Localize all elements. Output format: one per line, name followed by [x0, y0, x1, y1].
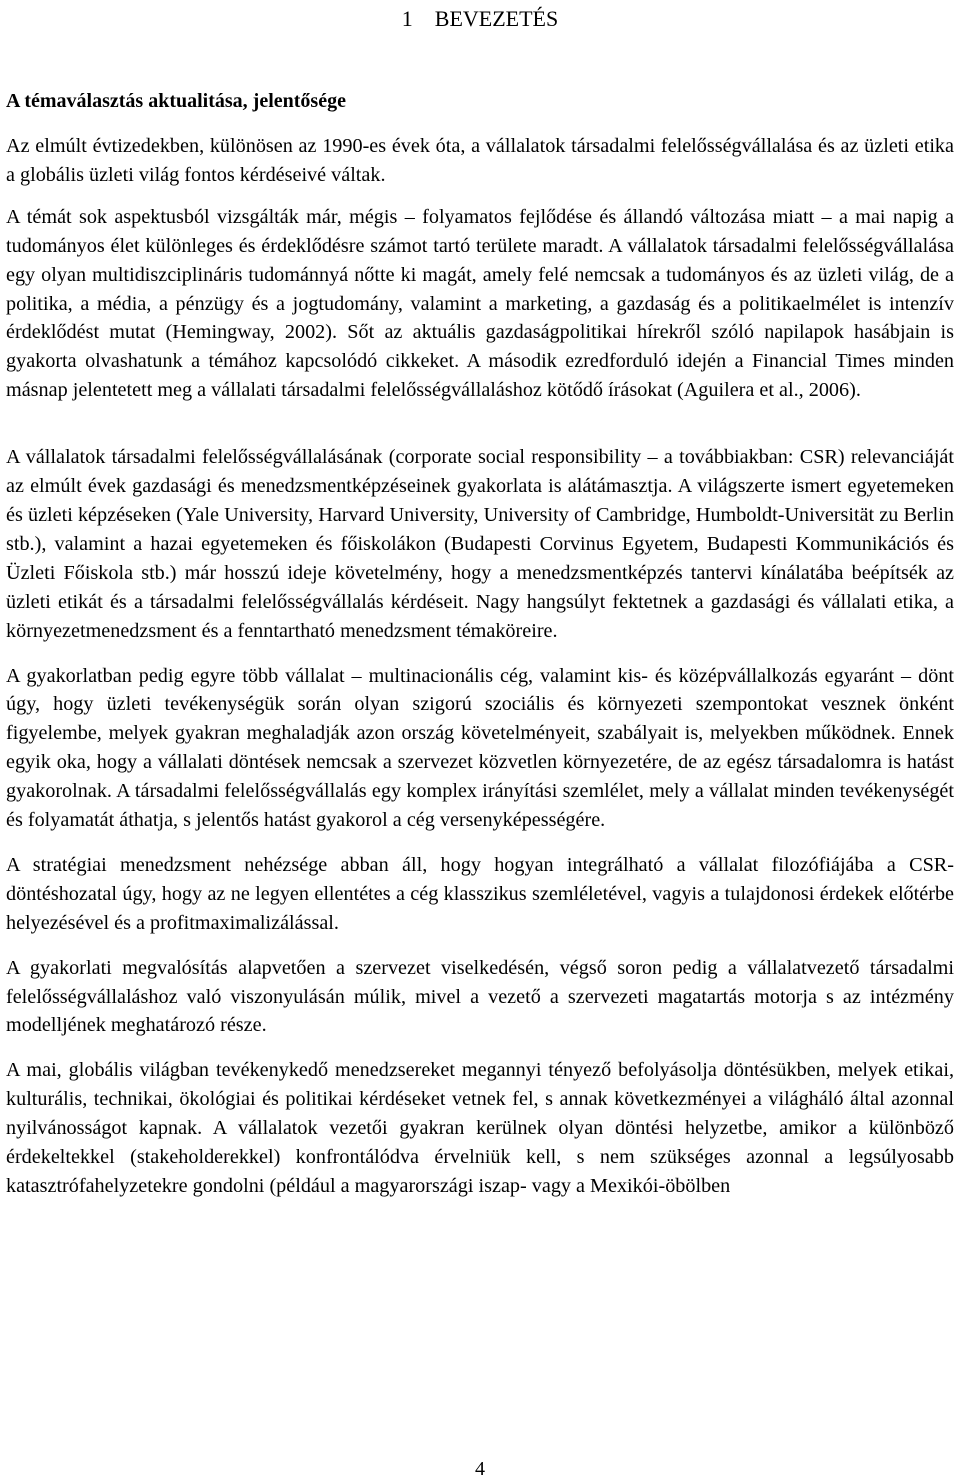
paragraph: Az elmúlt évtizedekben, különösen az 1990-es évek óta, a vállalatok társadalmi felelősségvállalása és az üzleti etika a globális üzleti világ fontos kérdéseivé váltak. — [6, 135, 954, 186]
paragraph: A mai, globális világban tevékenykedő menedzsereket megannyi tényező befolyásolja döntésükben, melyek etikai, kulturális, technikai, ökológiai és politikai kérdéseket vetnek fel, s annak következményei a világháló által azonnal nyilvánosságot kapnak. A vállalatok vezetői gyakran kerülnek olyan döntési helyzetbe, amikor a különböző érdekeltekkel (stakeholderekkel) konfrontálódva érvelniük kell, s nem szükséges azonnal a legsúlyosabb katasztrófahelyzetekre gondolni (például a magyarországi iszap- vagy a Mexikói-öbölben — [6, 1059, 954, 1197]
paragraph: A vállalatok társadalmi felelősségvállalásának (corporate social responsibility – a továbbiakban: CSR) relevanciáját az elmúlt évek gazdasági és menedzsmentképzéseinek gyakorlata is alátámasztja. A világszerte ismert egyetemeken és üzleti képzéseken (Yale University, Harvard University, University of Cambridge, Humboldt-Universität zu Berlin stb.), valamint a hazai egyetemeken és főiskolákon (Budapesti Corvinus Egyetem, Budapesti Kommunikációs és Üzleti Főiskola stb.) már hosszú ideje követelmény, hogy a menedzsmentképzés tantervi kínálatába beépítsék az üzleti etikát és a társadalmi felelősségvállalás kérdéseit. Nagy hangsúlyt fektetnek a gazdasági és vállalati etika, a környezetmenedzsment és a fenntartható menedzsment témaköreire. — [6, 446, 954, 642]
section-title: A témaválasztás aktualitása, jelentősége — [6, 90, 346, 112]
paragraph: A gyakorlati megvalósítás alapvetően a szervezet viselkedésén, végső soron pedig a vállalatvezető társadalmi felelősségvállaláshoz való viszonyulásán múlik, mivel a vezető a szervezeti magatartás motorja s az intézmény modelljének meghatározó része. — [6, 956, 954, 1037]
paragraph: A stratégiai menedzsment nehézsége abban áll, hogy hogyan integrálható a vállalat filozófiájába a CSR-döntéshozatal úgy, hogy az ne legyen ellentétes a cég klasszikus szemléletével, vagyis a tulajdonosi érdekek előtérbe helyezésével és a profitmaximalizálással. — [6, 853, 954, 934]
chapter-number: 1 — [401, 6, 413, 31]
page-number: 4 — [475, 1458, 485, 1480]
document-page — [6, 0, 954, 1201]
paragraph: A témát sok aspektusból vizsgálták már, mégis – folyamatos fejlődése és állandó változása miatt – a mai napig a tudományos élet különleges és érdeklődésre számot tartó területe maradt. A vállalatok társadalmi felelősségvállalása egy olyan multidiszciplináris tudománnyá nőtte ki magát, amely felé nemcsak a tudományos és az üzleti világ, de a politika, a média, a pénzügy és a jogtudomány, valamint a marketing, a gazdaság és a politikaelmélet is intenzív érdeklődést mutat (Hemingway, 2002). Sőt az aktuális gazdaságpolitikai hírekről szóló napilapok hasábjain is gyakorta olvashatunk a témához kapcsolódó cikkeket. A második ezredforduló idején a Financial Times minden másnap jelentetett meg a vállalati társadalmi felelősségvállaláshoz kötődő írásokat (Aguilera et al., 2006). — [6, 205, 954, 402]
chapter-title: BEVEZETÉS — [434, 6, 559, 31]
chapter-heading — [6, 0, 954, 36]
paragraph: A gyakorlatban pedig egyre több vállalat – multinacionális cég, valamint kis- és középvállalkozás egyaránt – dönt úgy, hogy üzleti tevékenységük során olyan szigorú szociális és környezeti szempontokat vesznek önként figyelembe, melyek gyakran meghaladják azon ország követelményeit, szabályait is, melyekben működnek. Ennek egyik oka, hogy a vállalati döntések nemcsak a szervezet közvetlen környezetére, de az egész társadalomra is hatást gyakorolnak. A társadalmi felelősségvállalás egy komplex irányítási szemlélet, mely a vállalat minden tevékenységét és folyamatát áthatja, s jelentős hatást gyakorol a cég versenyképességére. — [6, 664, 954, 832]
